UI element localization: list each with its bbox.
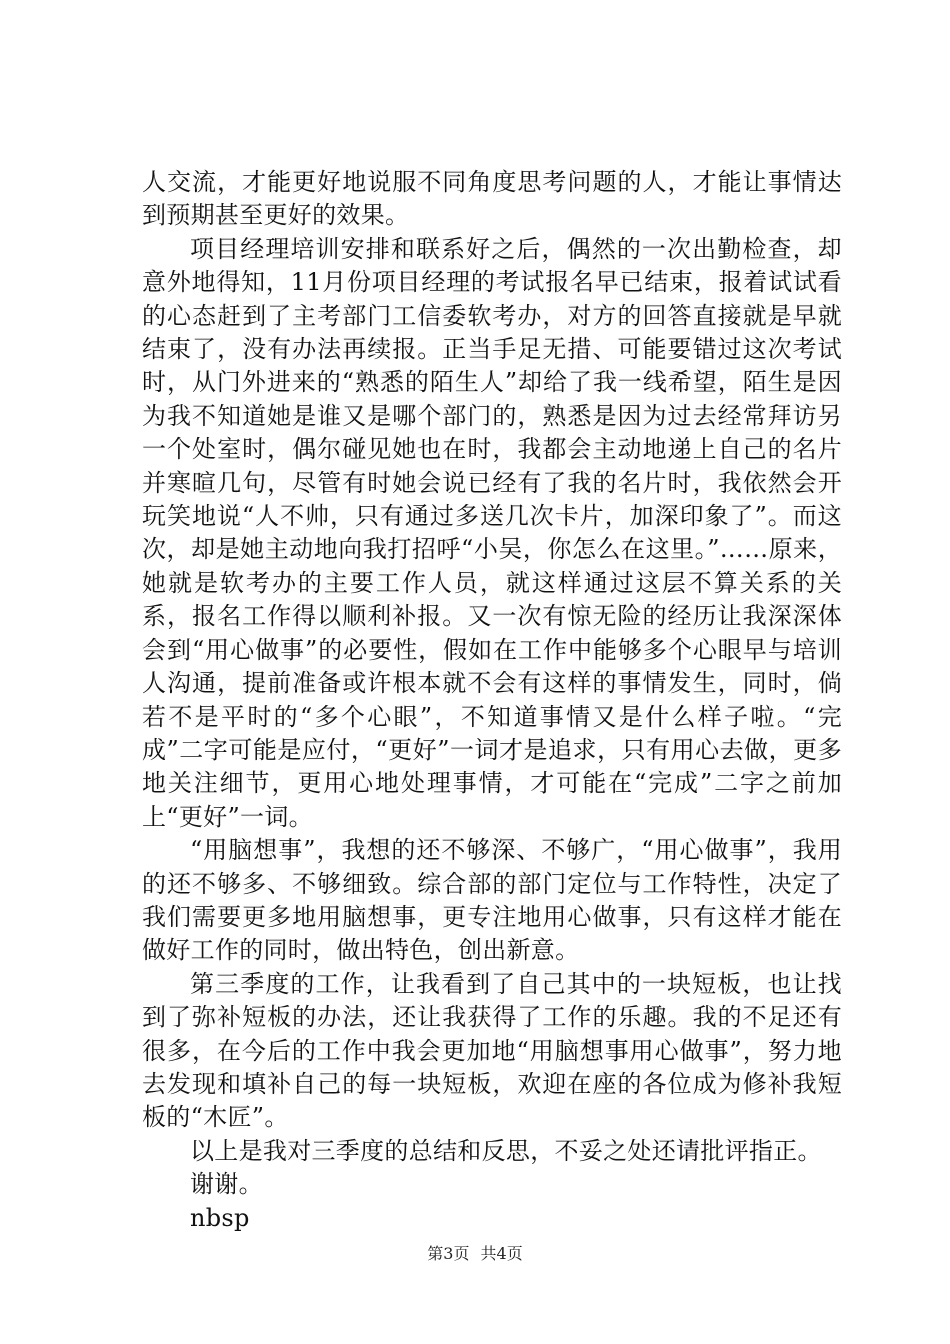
page-footer xyxy=(0,1244,950,1264)
paragraph-continuation: 人交流，才能更好地说服不同角度思考问题的人，才能让事情达到预期甚至更好的效果。 xyxy=(142,168,842,230)
paragraph-summary: 以上是我对三季度的总结和反思，不妥之处还请批评指正。 xyxy=(190,1136,822,1165)
document-body xyxy=(142,166,842,1235)
page-number: 第3页 xyxy=(427,1244,470,1263)
paragraph-project-manager-exam: 项目经理培训安排和联系好之后，偶然的一次出勤检查，却意外地得知，11月份项目经理的考试报名早已结束，报着试试看的心态赶到了主考部门工信委软考办，对方的回答直接就是早就结束了，没有办法再续报。正当手足无措、可能要错过这次考试时，从门外进来的“熟悉的陌生人”却给了我一线希望，陌生是因为我不知道她是谁又是哪个部门的，熟悉是因为过去经常拜访另一个处室时，偶尔碰见她也在时，我都会主动地递上自己的名片并寒暄几句，尽管有时她会说已经有了我的名片时，我依然会开玩笑地说“人不帅，只有通过多送几次卡片，加深印象了”。而这次，却是她主动地向我打招呼“小吴，你怎么在这里。”……原来，她就是软考办的主要工作人员，就这样通过这层不算关系的关系，报名工作得以顺利补报。又一次有惊无险的经历让我深深体会到“用心做事”的必要性，假如在工作中能够多个心眼早与培训人沟通，提前准备或许根本就不会有这样的事情发生，同时，倘若不是平时的“多个心眼”，不知道事情又是什么样子啦。“完成”二字可能是应付，“更好”一词才是追求，只有用心去做，更多地关注细节，更用心地处理事情，才可能在“完成”二字之前加上“更好”一词。 xyxy=(142,234,842,831)
paragraph-think-and-work: “用脑想事”，我想的还不够深、不够广，“用心做事”，我用的还不够多、不够细致。综合部的部门定位与工作特性，决定了我们需要更多地用脑想事，更专注地用心做事，只有这样才能在做好工作的同时，做出特色，创出新意。 xyxy=(142,836,842,965)
paragraph-third-quarter: 第三季度的工作，让我看到了自己其中的一块短板，也让找到了弥补短板的办法，还让我获得了工作的乐趣。我的不足还有很多，在今后的工作中我会更加地“用脑想事用心做事”，努力地去发现和填补自己的每一块短板，欢迎在座的各位成为修补我短板的“木匠”。 xyxy=(142,969,842,1132)
paragraph-nbsp: nbsp xyxy=(190,1203,250,1232)
paragraph-thanks: 谢谢。 xyxy=(190,1170,263,1199)
page-total: 共4页 xyxy=(480,1244,523,1263)
